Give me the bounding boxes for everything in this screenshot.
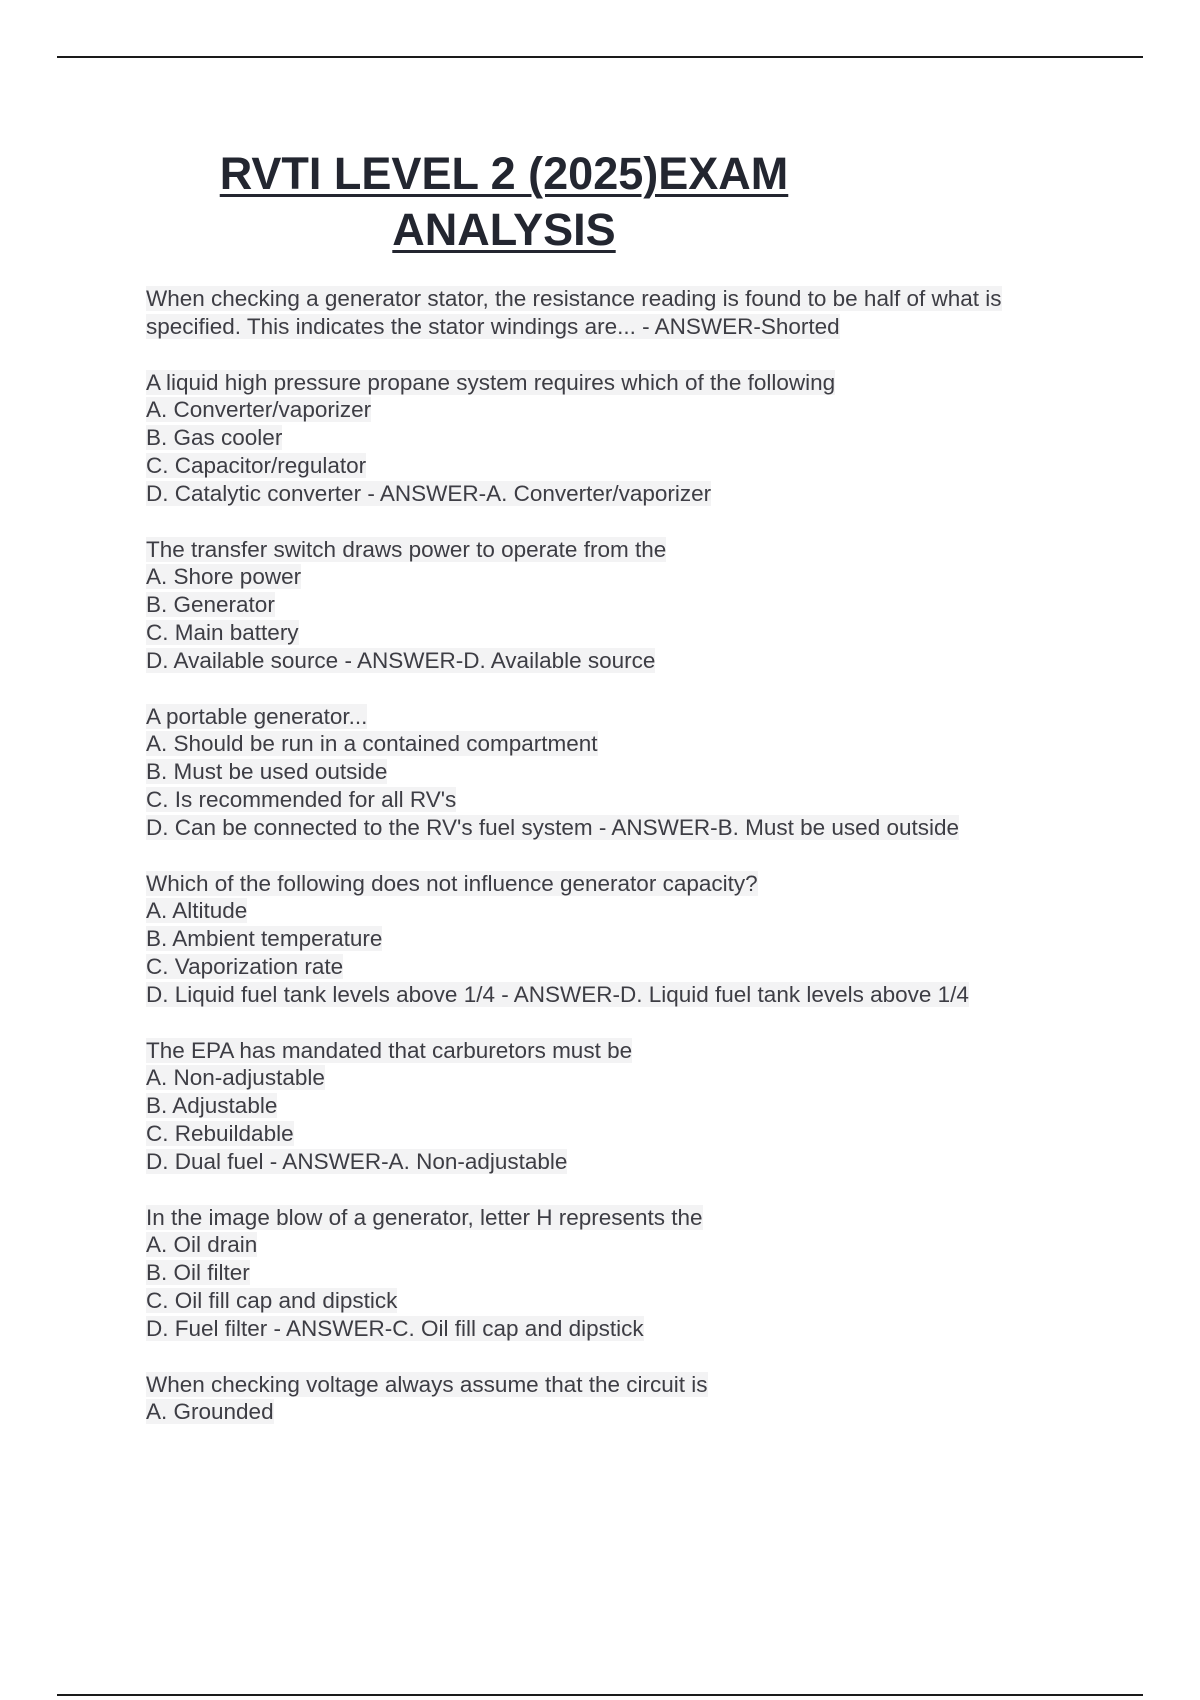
title-line-1: RVTI LEVEL 2 (2025)EXAM (219, 148, 789, 199)
answer-line: D. Liquid fuel tank levels above 1/4 - ANSWER-D. Liquid fuel tank levels above 1/4 (146, 981, 969, 1007)
option-line: C. Capacitor/regulator (146, 452, 367, 478)
question-text: When checking voltage always assume that the circuit is (146, 1371, 708, 1397)
answer-line: D. Catalytic converter - ANSWER-A. Converter/vaporizer (146, 480, 712, 506)
option-line: C. Is recommended for all RV's (146, 786, 457, 812)
option-line: B. Gas cooler (146, 425, 283, 451)
option-line: B. Adjustable (146, 1093, 278, 1119)
header-rule (57, 56, 1143, 58)
question-text: Which of the following does not influence generator capacity? (146, 870, 758, 896)
option-line: B. Ambient temperature (146, 926, 383, 952)
question-text: In the image blow of a generator, letter H represents the (146, 1204, 703, 1230)
option-line: A. Oil drain (146, 1232, 258, 1258)
answer-line: D. Dual fuel - ANSWER-A. Non-adjustable (146, 1148, 568, 1174)
answer-line: D. Fuel filter - ANSWER-C. Oil fill cap and dipstick (146, 1315, 644, 1341)
answer-line: specified. This indicates the stator windings are... - ANSWER-Shorted (146, 313, 840, 339)
option-line: C. Vaporization rate (146, 953, 344, 979)
option-line: C. Main battery (146, 619, 299, 645)
question-text: The transfer switch draws power to operate from the (146, 536, 667, 562)
question-block (146, 1371, 1156, 1427)
option-line: A. Shore power (146, 564, 302, 590)
option-line: B. Generator (146, 592, 275, 618)
question-block (146, 285, 1156, 341)
question-text: A portable generator... (146, 703, 368, 729)
option-line: A. Grounded (146, 1399, 274, 1425)
option-line: A. Should be run in a contained compartment (146, 731, 598, 757)
option-line: C. Rebuildable (146, 1120, 294, 1146)
option-line: A. Converter/vaporizer (146, 397, 372, 423)
option-line: C. Oil fill cap and dipstick (146, 1287, 398, 1313)
question-block (146, 1037, 1156, 1176)
question-text: A liquid high pressure propane system requires which of the following (146, 369, 836, 395)
question-text: When checking a generator stator, the resistance reading is found to be half of what is (146, 286, 1002, 311)
option-line: A. Non-adjustable (146, 1065, 325, 1091)
answer-line: D. Available source - ANSWER-D. Available source (146, 647, 656, 673)
question-text: The EPA has mandated that carburetors must be (146, 1037, 633, 1063)
title-line-2: ANALYSIS (392, 204, 616, 255)
question-block (146, 703, 1156, 842)
question-block (146, 1204, 1156, 1343)
document-title (196, 146, 812, 258)
option-line: B. Must be used outside (146, 759, 388, 785)
footer-rule (57, 1694, 1143, 1696)
question-list (146, 285, 1156, 1454)
option-line: A. Altitude (146, 898, 248, 924)
question-block (146, 536, 1156, 675)
question-block (146, 870, 1156, 1009)
answer-line: D. Can be connected to the RV's fuel system - ANSWER-B. Must be used outside (146, 814, 960, 840)
option-line: B. Oil filter (146, 1260, 250, 1286)
question-block (146, 369, 1156, 508)
